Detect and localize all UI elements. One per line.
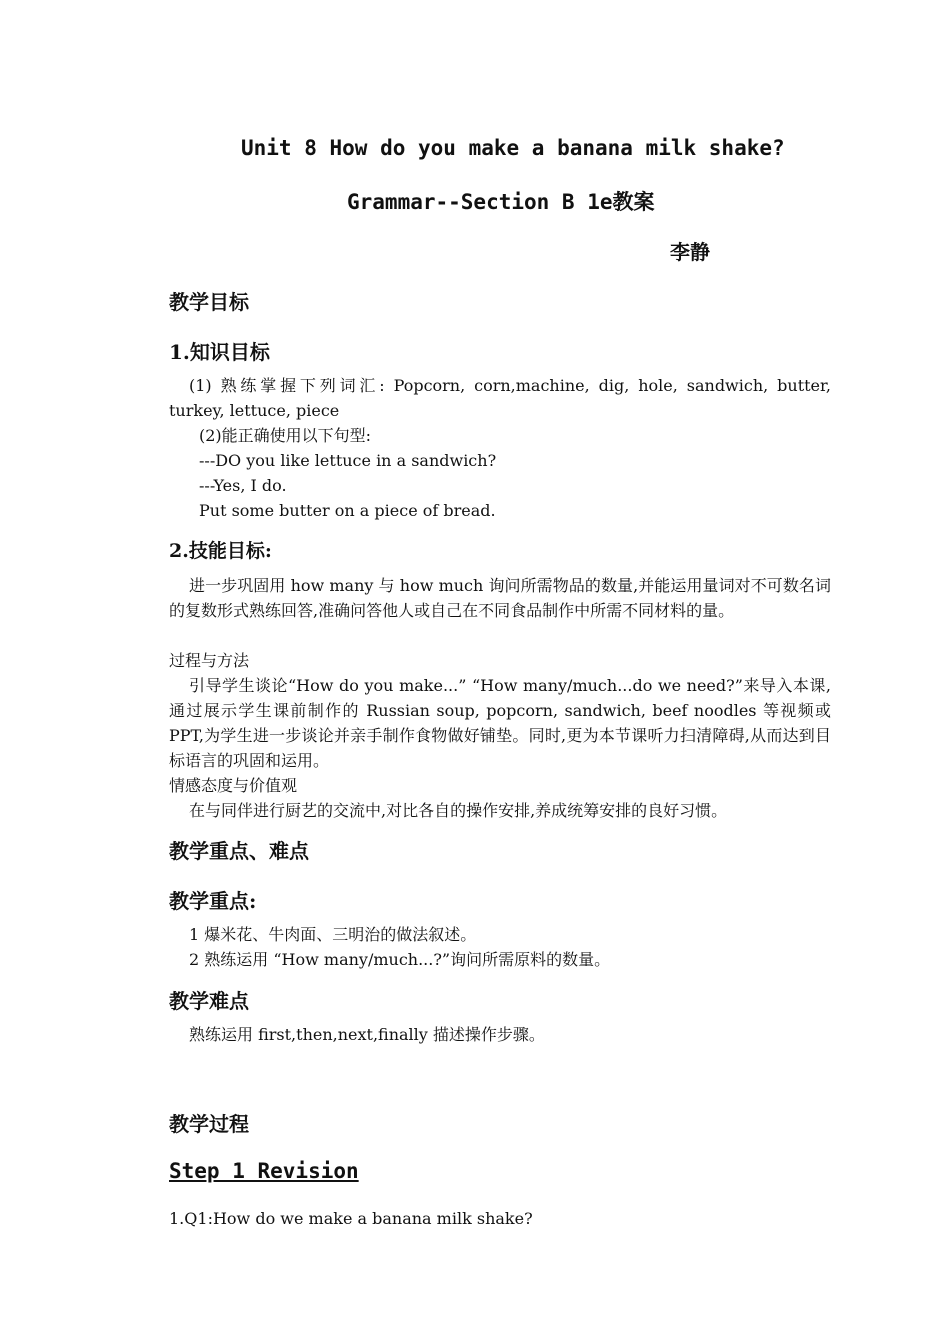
process-label: 过程与方法	[169, 651, 250, 670]
key-points-heading: 教学重点:	[169, 889, 257, 913]
step-1-heading: Step 1 Revision	[169, 1159, 359, 1183]
skill-heading: 2.技能目标:	[169, 540, 272, 562]
difficult-point-1: 熟练运用 first,then,next,finally 描述操作步骤。	[189, 1025, 545, 1044]
key-point-2: 2 熟练运用 “How many/much...?”询问所需原料的数量。	[189, 950, 611, 969]
knowledge-sentence-2: ---Yes, I do.	[199, 476, 287, 495]
step-1-question-1	[169, 1206, 533, 1228]
author-name: 李静	[670, 240, 710, 264]
difficult-points-heading: 教学难点	[169, 989, 249, 1013]
knowledge-vocabulary: (1) 熟练掌握下列词汇: Popcorn, corn,machine, dig, hole, sandwich, butter, turkey, lettuce, piece	[169, 376, 831, 420]
document-title: Unit 8 How do you make a banana milk shake?	[241, 136, 785, 160]
teaching-process-heading: 教学过程	[169, 1112, 249, 1136]
document-subtitle: Grammar--Section B 1e教案	[347, 190, 655, 214]
process-paragraph: 引导学生谈论“How do you make...” “How many/much...do we need?”来导入本课,通过展示学生课前制作的 Russian soup, popcorn, sandwich, beef noodles 等视频或PPT,为学生进一步谈论并亲手制作食物做好铺垫。同时,更为本节课听力扫清障碍,从而达到目标语言的巩固和运用。	[169, 676, 831, 770]
knowledge-sentence-3: Put some butter on a piece of bread.	[199, 501, 496, 520]
key-point-1: 1 爆米花、牛肉面、三明治的做法叙述。	[189, 925, 477, 944]
step-1-question-1-text: 1.Q1:How do we make a banana milk shake?	[169, 1209, 533, 1228]
knowledge-heading: 1.知识目标	[169, 340, 270, 364]
skill-paragraph: 进一步巩固用 how many 与 how much 询问所需物品的数量,并能运用量词对不可数名词的复数形式熟练回答,准确问答他人或自己在不同食品制作中所需不同材料的量。	[169, 576, 831, 620]
key-difficult-heading: 教学重点、难点	[169, 839, 309, 863]
objectives-heading: 教学目标	[169, 290, 249, 314]
knowledge-sentence-intro: (2)能正确使用以下句型:	[199, 426, 372, 445]
attitude-label: 情感态度与价值观	[169, 776, 298, 795]
knowledge-sentence-1: ---DO you like lettuce in a sandwich?	[199, 451, 497, 470]
attitude-paragraph: 在与同伴进行厨艺的交流中,对比各自的操作安排,养成统筹安排的良好习惯。	[189, 801, 728, 820]
